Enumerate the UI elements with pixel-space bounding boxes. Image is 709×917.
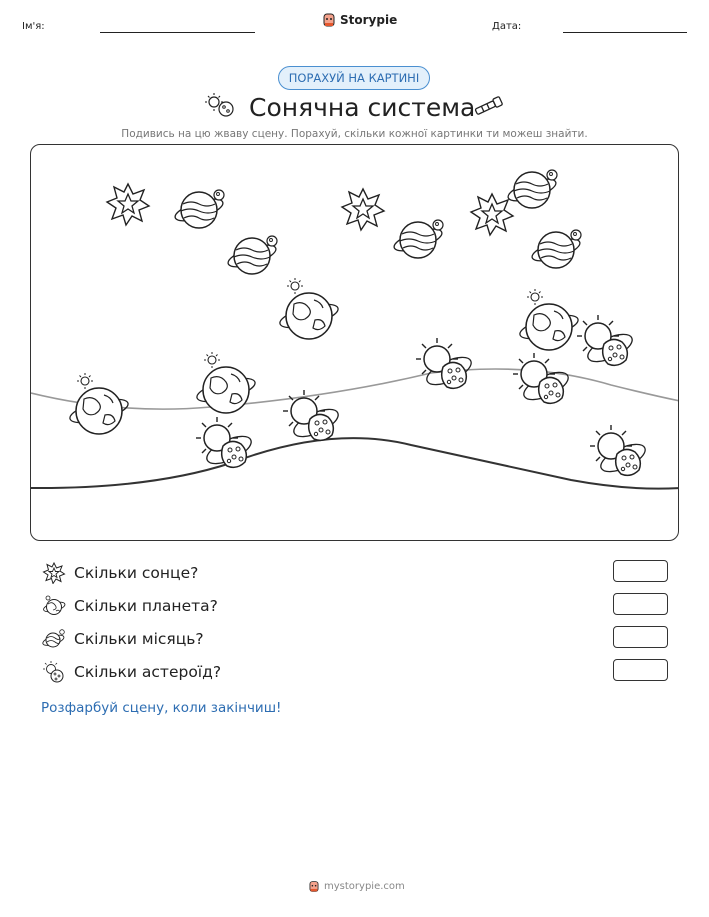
question-row-asteroid bbox=[42, 661, 221, 683]
brand-name: Storypie bbox=[340, 13, 398, 27]
date-line[interactable] bbox=[563, 32, 687, 33]
footer-url[interactable]: mystorypie.com bbox=[324, 881, 405, 892]
question-row-sun bbox=[42, 562, 198, 584]
moon-planet-icon bbox=[42, 628, 66, 650]
footer-brand bbox=[308, 880, 405, 893]
question-text: Скільки астероїд? bbox=[74, 663, 222, 681]
page-subtitle: Подивись на цю жваву сцену. Порахуй, скільки кожної картинки ти можеш знайти. bbox=[121, 128, 588, 140]
question-text: Скільки місяць? bbox=[74, 630, 204, 648]
name-label: Ім'я: bbox=[22, 21, 45, 32]
storypie-mascot-icon bbox=[322, 12, 336, 28]
telescope-icon bbox=[472, 96, 506, 116]
scene-drawing bbox=[31, 145, 679, 541]
coloring-note: Розфарбуй сцену, коли закінчиш! bbox=[41, 700, 282, 716]
question-row-planet bbox=[42, 595, 218, 617]
sun-icon bbox=[42, 562, 66, 584]
storypie-mascot-icon bbox=[308, 880, 320, 893]
asteroid-icon bbox=[42, 661, 66, 683]
sun-planet-title-icon bbox=[204, 92, 236, 120]
answer-box-asteroid[interactable] bbox=[613, 659, 668, 681]
question-text: Скільки планета? bbox=[74, 597, 218, 615]
brand-logo bbox=[322, 12, 397, 28]
activity-badge: ПОРАХУЙ НА КАРТИНІ bbox=[278, 66, 430, 90]
answer-box-planet[interactable] bbox=[613, 593, 668, 615]
date-label: Дата: bbox=[492, 21, 522, 32]
question-row-moon bbox=[42, 628, 204, 650]
page-title: Сонячна система bbox=[249, 93, 476, 122]
name-line[interactable] bbox=[100, 32, 255, 33]
counting-scene bbox=[30, 144, 679, 541]
answer-box-sun[interactable] bbox=[613, 560, 668, 582]
planet-icon bbox=[42, 595, 66, 617]
answer-box-moon[interactable] bbox=[613, 626, 668, 648]
question-text: Скільки сонце? bbox=[74, 564, 199, 582]
